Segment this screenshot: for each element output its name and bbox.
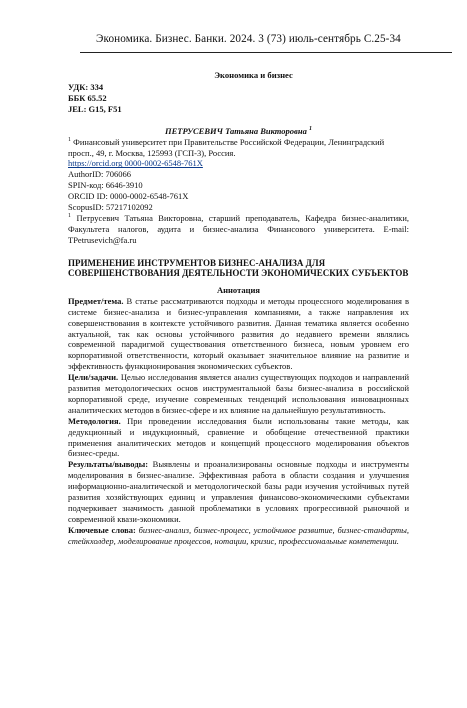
jel-code: JEL: G15, F51: [68, 103, 122, 114]
section-heading: Экономика и бизнес: [214, 70, 293, 80]
annotation-heading: Аннотация: [217, 284, 260, 295]
bio-text: Петрусевич Татьяна Викторовна, старший преподаватель, Кафедра бизнес-аналитики, Факультета налогов, аудита и бизнес-анализа Финансового университета. E-mail: TPetrusevich@fa.ru: [68, 212, 409, 245]
goals-text: Целью исследования является анализ существующих подходов и направлений развития методологических основ инструментальной базы бизнес-анализа в российской корпоративной среде, изучение современных тенденций использования инновационных аналитических методов в бизнес-сфере и их влияние на дальнейшую результативность.: [68, 372, 409, 415]
author-id: AuthorID: 706066: [68, 169, 132, 180]
journal-header: Экономика. Бизнес. Банки. 2024. 3 (73) июль-сентябрь С.25-34: [96, 33, 401, 45]
bio-sup: 1: [68, 213, 71, 220]
goals-paragraph: [68, 372, 409, 416]
article-content: [68, 82, 409, 547]
udk-code: УДК: 334: [68, 82, 104, 92]
results-text: Выявлены и проанализированы основные подходы и инструменты моделирования в бизнес-анализе. Эффективная работа в области создания и улучшения информационно-аналитической и методологической базы ради изучения устойчивых путей развития хозяйствующих единиц и управления финансово-экономическими субъектами подчеркивает значимость данной проблематики в условиях прогрессивной рыночной и современной квази-экономики.: [68, 459, 409, 524]
scopus-id: ScopusID: 57217102092: [68, 202, 153, 213]
spin-code: SPIN-код: 6646-3910: [68, 180, 143, 191]
subject-paragraph: [68, 296, 409, 372]
orcid-link[interactable]: https://orcid.org 0000-0002-6548-761X: [68, 158, 203, 169]
author-name-line: [68, 126, 409, 137]
header-rule: [80, 52, 452, 53]
bbk-code: ББК 65.52: [68, 92, 107, 103]
results-label: Результаты/выводы:: [68, 459, 149, 470]
affiliation-text: Финансовый университет при Правительстве Российской Федерации, Ленинградский просп., 49, г. Москва, 125993 (ГСП-3), Россия.: [68, 136, 385, 158]
subject-label: Предмет/тема.: [68, 295, 124, 306]
results-paragraph: [68, 459, 409, 524]
methodology-text: При проведении исследования были использованы такие методы, как дедукционный и индукционный, сравнение и обобщение отечественной практики применения аналитических методов и концепций процессного моделирования объектов бизнес-среды.: [68, 415, 409, 459]
article-title: ПРИМЕНЕНИЕ ИНСТРУМЕНТОВ БИЗНЕС-АНАЛИЗА ДЛЯ СОВЕРШЕНСТВОВАНИЯ ДЕЯТЕЛЬНОСТИ ЭКОНОМИЧЕСКИХ СУБЪЕКТОВ: [68, 257, 409, 279]
keywords-paragraph: [68, 525, 409, 547]
methodology-paragraph: [68, 416, 409, 460]
subject-text: В статье рассматриваются подходы и методы процессного моделирования в системе бизнес-анализа и бизнес-управления компаниями, а также направления их совершенствования в контексте устойчивого развития. Данная тематика является особенно актуальной, так как основы устойчивого развития до недавнего времени являлись современной парадигмой существования ответственного бизнеса, новым уровнем его корпоративной ответственности, который оказывает значительное влияние на развитие и эффективность функционирования экономических субъектов.: [68, 295, 409, 372]
keywords-label: Ключевые слова:: [68, 524, 136, 535]
orcid-id: ORCID ID: 0000-0002-6548-761X: [68, 191, 189, 202]
author-affiliation: [68, 137, 409, 159]
goals-label: Цели/задачи.: [68, 372, 119, 383]
classification-codes: [68, 82, 409, 115]
author-bio: [68, 213, 409, 246]
author-name: ПЕТРУСЕВИЧ Татьяна Викторовна: [165, 125, 307, 136]
keywords-text: бизнес-анализ, бизнес-процесс, устойчивое развитие, бизнес-стандарты, стейкхолдер, моделирование процессов, нотации, кризис, профессиональные компетенции.: [68, 524, 409, 546]
author-sup: 1: [308, 125, 312, 132]
methodology-label: Методология.: [68, 415, 121, 426]
affiliation-sup: 1: [68, 136, 71, 143]
